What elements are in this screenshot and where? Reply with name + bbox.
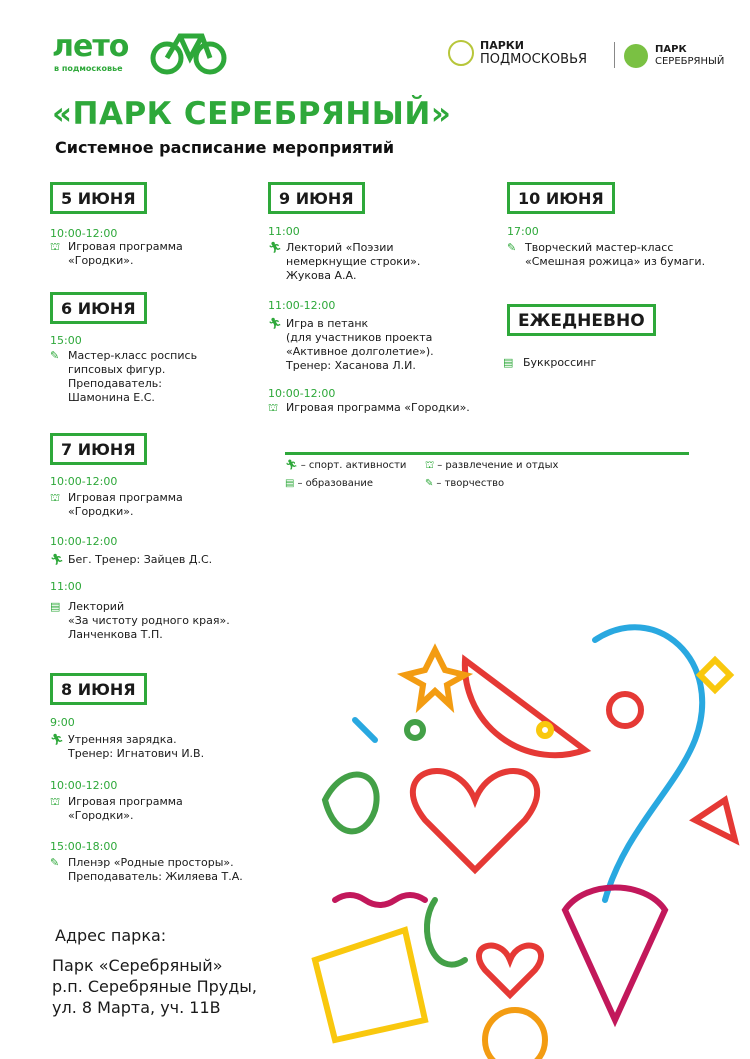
leisure-icon: ⛫ [50,491,61,504]
legend-creativity-label: – творчество [436,478,505,489]
legend-education-label: – образование [297,478,374,489]
education-icon: ▤ [50,600,61,613]
event-text: Игровая программа [68,795,183,808]
event-text: Бег. Тренер: Зайцев Д.С. [68,553,213,566]
daily-item-label: Буккроссинг [523,356,597,369]
event-text: Мастер-класс роспись [68,349,198,362]
event-time: 15:00 [50,334,82,347]
event-time: 11:00 [50,580,82,593]
education-icon: ▤ [503,356,514,369]
page-subtitle: Системное расписание мероприятий [55,138,395,157]
event-time: 11:00 [268,225,300,238]
park-logo-icon [624,44,648,68]
event-item [268,317,434,373]
event-time: 15:00-18:00 [50,840,118,853]
parks-logo-top: ПАРКИ [480,39,524,52]
event-text: Шамонина Е.С. [68,391,155,404]
sport-icon: 🏃︎ [268,317,282,330]
creativity-icon: ✎ [507,241,517,254]
event-text: Игровая программа [68,491,183,504]
event-text: Игра в петанк [286,317,369,330]
event-time: 10:00-12:00 [50,475,118,488]
event-time: 10:00-12:00 [50,535,118,548]
event-text: Жукова А.А. [286,269,357,282]
event-text: «Городки». [68,809,134,822]
legend-education [285,478,373,489]
event-text: «Городки». [68,254,134,267]
date-box: 8 ИЮНЯ [50,673,147,705]
sport-icon: 🏃︎ [268,241,282,254]
event-text: «Городки». [68,505,134,518]
event-text: (для участников проекта [286,331,433,344]
logo-divider [614,42,615,68]
event-text: Лекторий «Поэзии [286,241,394,254]
event-text: Преподаватель: Жиляева Т.А. [68,870,243,883]
date-box: 7 ИЮНЯ [50,433,147,465]
park-logo-bottom: СЕРЕБРЯНЫЙ [655,56,725,67]
parks-logo-bottom: ПОДМОСКОВЬЯ [480,52,588,67]
event-item [50,349,197,405]
legend-divider [285,452,689,455]
event-text: «Смешная рожица» из бумаги. [525,255,706,268]
event-text: Утренняя зарядка. [68,733,177,746]
event-item [268,241,420,283]
daily-box: ЕЖЕДНЕВНО [507,304,656,336]
daily-item [503,356,596,370]
creativity-icon: ✎ [425,478,434,489]
sport-icon: 🏃︎ [50,553,64,566]
event-text: Пленэр «Родные просторы». [68,856,234,869]
date-box: 10 ИЮНЯ [507,182,615,214]
address-line: ул. 8 Марта, уч. 11В [52,998,221,1017]
bicycle-icon [150,24,228,76]
address-line: р.п. Серебряные Пруды, [52,977,257,996]
event-time: 10:00-12:00 [50,779,118,792]
address-heading: Адрес парка: [55,926,167,945]
legend-leisure-label: – развлечение и отдых [437,460,559,471]
event-text: Тренер: Хасанова Л.И. [286,359,416,372]
leto-logo: лето [52,29,129,64]
event-item [50,733,204,761]
leisure-icon: ⛫ [50,795,61,808]
event-text: Творческий мастер-класс [525,241,674,254]
park-logo-top: ПАРК [655,44,687,55]
creativity-icon: ✎ [50,349,60,362]
event-item [507,241,705,269]
event-item [50,240,183,268]
leisure-icon: ⛫ [268,401,279,414]
event-text: гипсовых фигур. [68,363,166,376]
event-item [50,491,183,519]
event-item [50,553,212,567]
event-time: 11:00-12:00 [268,299,336,312]
event-text: Лекторий [68,600,125,613]
legend-sport-label: – спорт. активности [300,460,407,471]
event-item [50,795,183,823]
event-text: Преподаватель: [68,377,162,390]
leto-logo-sub: в подмосковье [54,64,123,73]
sport-icon: 🏃︎ [285,460,298,471]
legend-creativity [425,478,504,489]
event-text: Тренер: Игнатович И.В. [68,747,205,760]
education-icon: ▤ [285,478,295,489]
event-time: 9:00 [50,716,75,729]
date-box: 6 ИЮНЯ [50,292,147,324]
leisure-icon: ⛫ [50,240,61,253]
event-time: 10:00-12:00 [268,387,336,400]
event-text: «За чистоту родного края». [68,614,230,627]
parks-logo-icon [448,40,474,66]
event-item [50,600,230,642]
event-text: Игровая программа [68,240,183,253]
event-time: 17:00 [507,225,539,238]
event-item [50,856,243,884]
event-text: Ланченкова Т.П. [68,628,163,641]
decorative-summer-illustration [295,600,750,1059]
event-time: 10:00-12:00 [50,227,118,240]
event-item [268,401,470,415]
date-box: 9 ИЮНЯ [268,182,365,214]
event-text: «Активное долголетие»). [286,345,434,358]
creativity-icon: ✎ [50,856,60,869]
sport-icon: 🏃︎ [50,733,64,746]
address-line: Парк «Серебряный» [52,956,223,975]
page-title: «ПАРК СЕРЕБРЯНЫЙ» [52,96,452,132]
leisure-icon: ⛫ [425,460,435,471]
legend-sport [285,460,406,471]
legend-leisure [425,460,558,473]
event-text: немеркнущие строки». [286,255,421,268]
event-text: Игровая программа «Городки». [286,401,470,414]
date-box: 5 ИЮНЯ [50,182,147,214]
